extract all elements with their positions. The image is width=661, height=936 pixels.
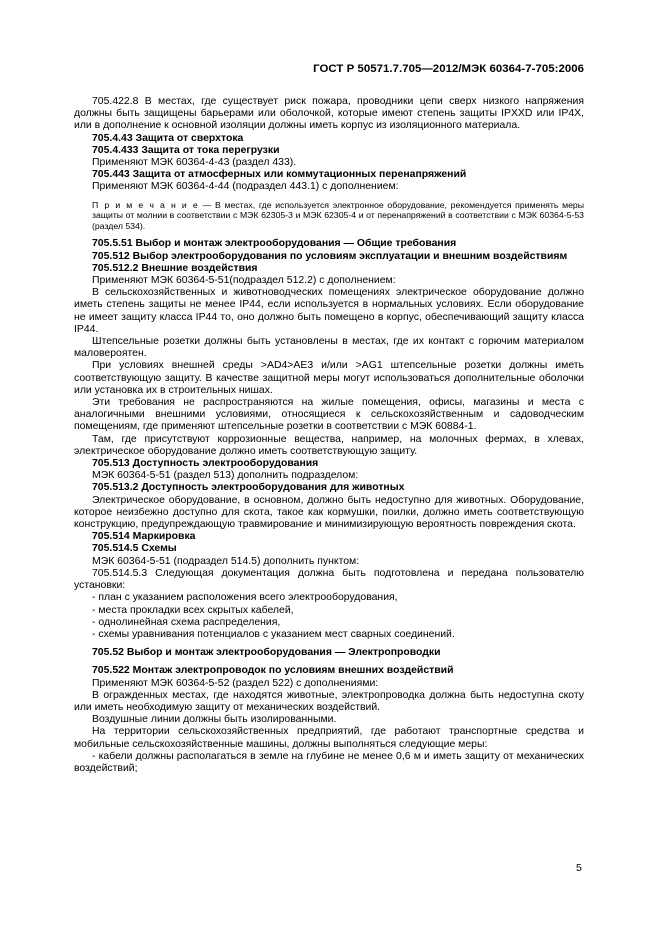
body-paragraph: Штепсельные розетки должны быть установлены в местах, где их контакт с горючим материалом маловероятен. — [74, 336, 584, 360]
body-paragraph: МЭК 60364-5-51 (подраздел 514.5) дополнить пунктом: — [92, 555, 360, 567]
list-item: - схемы уравнивания потенциалов с указанием мест сварных соединений. — [92, 628, 455, 640]
document-header: ГОСТ Р 50571.7.705—2012/МЭК 60364-7-705:2006 — [313, 63, 584, 75]
body-paragraph: Эти требования не распространяются на жилые помещения, офисы, магазины и места с аналогичными внешними условиями, относящиеся к сельскохозяйственным и садоводческим помещениям, где применяют штепсельные розетки в соответствии с МЭК 60884-1. — [74, 397, 584, 433]
list-item: - однолинейная схема распределения, — [92, 616, 281, 628]
page-number: 5 — [576, 862, 582, 874]
body-paragraph: 705.514.5.3 Следующая документация должна быть подготовлена и передана пользователю установки: — [74, 567, 584, 592]
section-heading: 705.52 Выбор и монтаж электрооборудования — Электропроводки — [92, 647, 441, 659]
section-heading: 705.5.51 Выбор и монтаж электрооборудования — Общие требования — [92, 238, 457, 250]
section-heading: 705.514.5 Схемы — [92, 543, 177, 555]
note-paragraph — [74, 200, 584, 232]
body-paragraph: Применяют МЭК 60364-5-52 (раздел 522) с дополнениями: — [92, 677, 379, 689]
section-heading: 705.512.2 Внешние воздействия — [92, 262, 258, 274]
body-paragraph: В огражденных местах, где находятся животные, электропроводка должна быть недоступна скоту или иметь необходимую защиту от механических воздействий. — [74, 689, 584, 713]
document-body — [74, 96, 584, 775]
body-paragraph: 705.422.8 В местах, где существует риск пожара, проводники цепи сверх низкого напряжения должны быть защищены барьерами или оболочкой, которые имеют степень защиты IPXXD или IP4X, или в дополнение к основной изоляции должны иметь корпус из изоляционного материала. — [74, 96, 584, 132]
section-heading: 705.514 Маркировка — [92, 531, 196, 543]
note-label: П р и м е ч а н и е — [92, 199, 199, 210]
body-paragraph: Воздушные линии должны быть изолированными. — [92, 714, 337, 726]
body-paragraph: В сельскохозяйственных и животноводческих помещениях электрическое оборудование должно иметь степень защиты не менее IP44, если используется в нормальных условиях. Если оборудование не имеет защиту класса IP44 то, оно должно быть помещено в корпус, обеспечивающий защиту класса IP44. — [74, 287, 584, 335]
body-paragraph: Применяют МЭК 60364-4-44 (подраздел 443.1) с дополнением: — [92, 181, 399, 193]
note-text: — В местах, где используется электронное оборудование, рекомендуется применять меры защиты от молнии в соответствии с МЭК 62305-3 и МЭК 62305-4 и от перенапряжений в соответствии с МЭК 60364-5-53 (раздел 534). — [92, 199, 584, 231]
section-heading: 705.522 Монтаж электропроводок по условиям внешних воздействий — [92, 665, 454, 677]
body-paragraph: Применяют МЭК 60364-5-51(подраздел 512.2) с дополнением: — [92, 275, 396, 287]
section-heading: 705.513 Доступность электрооборудования — [92, 458, 319, 470]
list-item: - план с указанием расположения всего электрооборудования, — [92, 592, 398, 604]
section-heading: 705.4.43 Защита от сверхтока — [92, 132, 244, 144]
body-paragraph: При условиях внешней среды >AD4>AE3 и/или >AG1 штепсельные розетки должны иметь соответствующую защиту. В качестве защитной меры могут использоваться дополнительные оболочки или установка их в строительных нишах. — [74, 360, 584, 396]
section-heading: 705.512 Выбор электрооборудования по условиям эксплуатации и внешним воздействиям — [92, 250, 568, 262]
body-paragraph: Применяют МЭК 60364-4-43 (раздел 433). — [92, 157, 297, 169]
section-heading: 705.443 Защита от атмосферных или коммутационных перенапряжений — [92, 169, 467, 181]
section-heading: 705.513.2 Доступность электрооборудования для животных — [92, 482, 405, 494]
body-paragraph: Там, где присутствуют коррозионные вещества, например, на молочных фермах, в хлевах, электрическое оборудование должно иметь соответствующую защиту. — [74, 433, 584, 457]
list-item: - места прокладки всех скрытых кабелей, — [92, 604, 294, 616]
body-paragraph: На территории сельскохозяйственных предприятий, где работают транспортные средства и мобильные сельскохозяйственные машины, должны выполняться следующие меры: — [74, 726, 584, 750]
section-heading: 705.4.433 Защита от тока перегрузки — [92, 144, 280, 156]
body-paragraph: МЭК 60364-5-51 (раздел 513) дополнить подразделом: — [92, 470, 359, 482]
body-paragraph: - кабели должны располагаться в земле на глубине не менее 0,6 м и иметь защиту от механических воздействий; — [74, 750, 584, 774]
body-paragraph: Электрическое оборудование, в основном, должно быть недоступно для животных. Оборудование, которое неизбежно доступно для скота, такое как кормушки, поилки, должно иметь соответствующую конструкцию, предупреждающую травмирование и минимизирующую вероятность повреждения скота. — [74, 494, 584, 531]
